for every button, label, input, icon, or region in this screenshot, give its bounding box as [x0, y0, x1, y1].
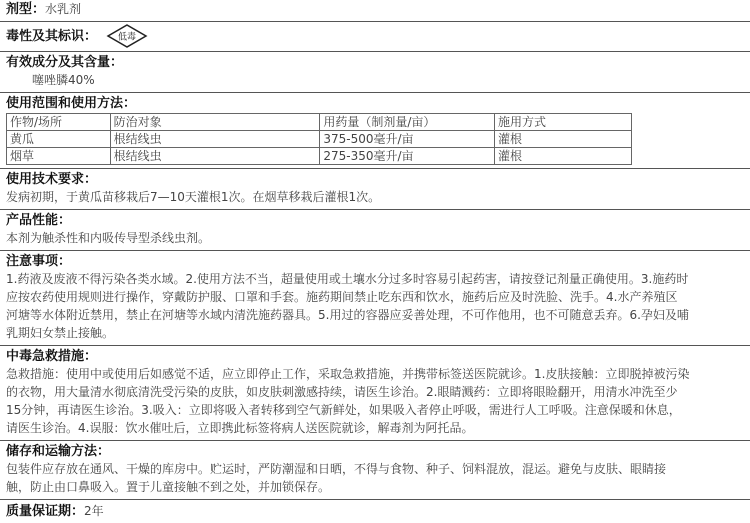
storage-line: 包装件应存放在通风、干燥的库房中。贮运时，严防潮湿和日晒，不得与食物、种子、饲料混放，混运。避免与皮肤、眼睛接 [6, 462, 667, 476]
precautions-section [0, 250, 750, 345]
first-aid-section [0, 345, 750, 440]
table-header-cell: 防治对象 [110, 114, 320, 131]
precautions-line: 1.药液及废液不得污染各类水域。2.使用方法不当，超量使用或土壤水分过多时容易引起药害，请按登记剂量正确使用。3.施药时 [6, 272, 689, 286]
table-header-cell: 施用方式 [494, 114, 631, 131]
table-cell: 275-350毫升/亩 [320, 148, 495, 165]
shelf-life-value: 2年 [84, 504, 104, 518]
product-performance-section [0, 209, 750, 250]
formulation-heading: 剂型： [6, 1, 46, 17]
first-aid-line: 请医生诊治。4.误服：饮水催吐后，立即携此标签将病人送医院就诊，解毒剂为阿托品。 [6, 421, 474, 435]
precautions-heading: 注意事项： [6, 254, 72, 269]
toxicity-heading: 毒性及其标识： [6, 28, 98, 44]
formulation-value: 水乳剂 [45, 2, 82, 16]
technical-requirements-heading: 使用技术要求： [6, 172, 98, 187]
first-aid-line: 的衣物，用大量清水彻底清洗受污染的皮肤，如皮肤刺激感持续，请医生诊治。2.眼睛溅药：立即将眼睑翻开，用清水冲洗至少 [6, 385, 678, 399]
storage-heading: 储存和运输方法： [6, 444, 111, 459]
usage-heading: 使用范围和使用方法： [6, 96, 137, 111]
table-row [7, 148, 632, 165]
usage-section [0, 92, 750, 168]
precautions-line: 应按农药使用规则进行操作，穿戴防护服、口罩和手套。施药期间禁止吃东西和饮水，施药后应及时洗脸、洗手。4.水产养殖区 [6, 290, 678, 304]
toxicity-section [0, 21, 750, 51]
precautions-line: 乳期妇女禁止接触。 [6, 326, 115, 340]
table-cell: 烟草 [7, 148, 111, 165]
precautions-line: 河塘等水体附近禁用，禁止在河塘等水域内清洗施药器具。5.用过的容器应妥善处理，不可作他用，也不可随意丢弃。6.孕妇及哺 [6, 308, 689, 322]
low-toxicity-diamond-icon [107, 24, 147, 48]
usage-table [6, 113, 632, 165]
active-ingredient-value: 噻唑膦40% [32, 73, 95, 87]
active-ingredient-section [0, 51, 750, 92]
shelf-life-section [0, 499, 750, 523]
usage-table-header-row [7, 114, 632, 131]
first-aid-heading: 中毒急救措施： [6, 349, 98, 364]
table-header-cell: 用药量（制剂量/亩） [320, 114, 495, 131]
table-cell: 根结线虫 [110, 148, 320, 165]
table-cell: 灌根 [494, 148, 631, 165]
table-cell: 黄瓜 [7, 131, 111, 148]
table-header-cell: 作物/场所 [7, 114, 111, 131]
technical-requirements-section [0, 168, 750, 209]
table-cell: 根结线虫 [110, 131, 320, 148]
table-row [7, 131, 632, 148]
table-cell: 灌根 [494, 131, 631, 148]
technical-requirements-text: 发病初期，于黄瓜苗移栽后7—10天灌根1次。在烟草移栽后灌根1次。 [6, 190, 381, 204]
first-aid-line: 15分钟，再请医生诊治。3.吸入：立即将吸入者转移到空气新鲜处，如果吸入者停止呼吸，需进行人工呼吸。注意保暖和休息， [6, 403, 681, 417]
first-aid-line: 急救措施：使用中或使用后如感觉不适，应立即停止工作，采取急救措施，并携带标签送医院就诊。1.皮肤接触：立即脱掉被污染 [6, 367, 690, 381]
shelf-life-heading: 质量保证期： [6, 503, 85, 519]
storage-line: 触，防止由口鼻吸入。置于儿童接触不到之处，并加锁保存。 [6, 480, 331, 494]
product-performance-heading: 产品性能： [6, 213, 72, 228]
product-performance-text: 本剂为触杀性和内吸传导型杀线虫剂。 [6, 231, 211, 245]
storage-section [0, 440, 750, 499]
table-cell: 375-500毫升/亩 [320, 131, 495, 148]
active-ingredient-heading: 有效成分及其含量： [6, 55, 124, 70]
toxicity-symbol-text: 低毒 [118, 32, 137, 43]
formulation-section [0, 0, 750, 21]
